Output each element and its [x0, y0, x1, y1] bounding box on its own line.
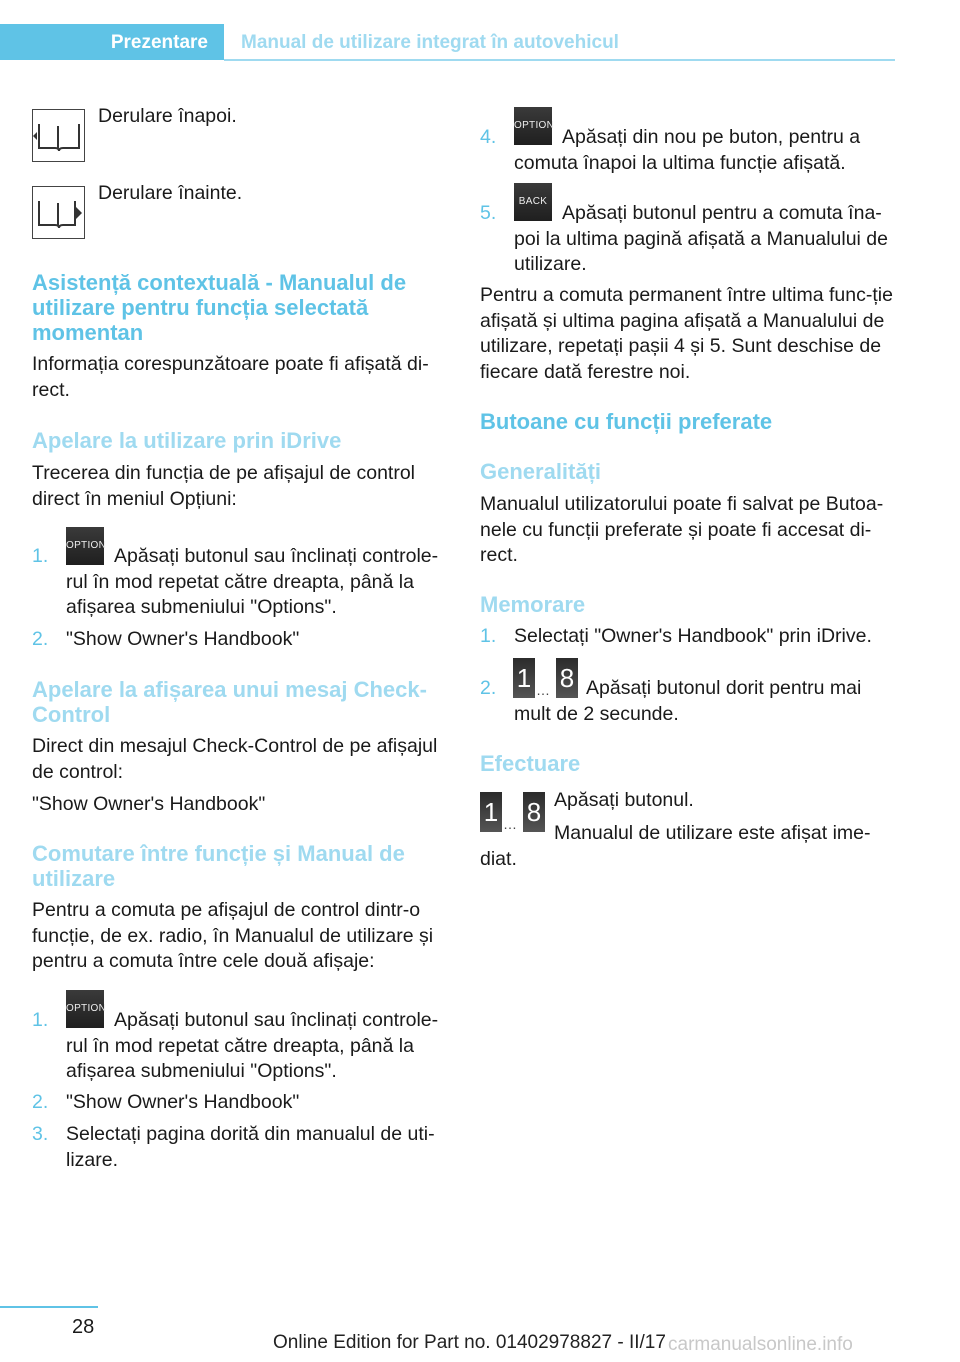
- book-scroll-back-icon: [32, 109, 85, 162]
- page-number: 28: [72, 1316, 95, 1338]
- option-button-image: OPTION: [66, 990, 104, 1028]
- step-text: Apăsați butonul pentru a comuta îna-poi la ultima pagină afișată a Manualului de utilizare.: [514, 202, 888, 275]
- favorite-key-8-image: 8: [556, 658, 578, 698]
- favorite-key-1-image: 1: [480, 792, 502, 832]
- heading-favorites: Butoane cu funcții preferate: [480, 409, 773, 434]
- section-tab: [0, 24, 224, 60]
- heading-check-control: Apelare la afișarea unui mesaj Check-Control: [32, 677, 427, 727]
- step-text: Apăsați butonul dorit pentru mai mult de 2 secunde.: [514, 677, 862, 725]
- page-header: [0, 24, 895, 62]
- scroll-back-text: Derulare înapoi.: [98, 105, 237, 127]
- heading-switch: Comutare între funcție și Manual de utilizare: [32, 841, 405, 891]
- step-text: Apăsați butonul sau înclinați controle-rul în mod repetat către dreapta, până la afișarea submeniului "Options".: [66, 545, 439, 618]
- scroll-forward-text: Derulare înainte.: [98, 182, 243, 204]
- toggle-text: Pentru a comuta permanent între ultima func-ție afișată și ultima pagina afișată a Manualului de utilizare, repetați pașii 4 și 5. Sunt deschise de fiecare dată ferestre noi.: [480, 284, 893, 383]
- book-scroll-forward-icon: [32, 186, 85, 239]
- step-number: 2.: [32, 1091, 49, 1113]
- switch-text: Pentru a comuta pe afișajul de control dintr-o funcție, de ex. radio, în Manualul de utilizare și pentru a comuta între cele două afișaje:: [32, 899, 434, 972]
- option-button-image: OPTION: [66, 527, 104, 565]
- step-number: 1.: [480, 625, 497, 647]
- step-text: Selectați "Owner's Handbook" prin iDrive.: [514, 625, 872, 647]
- idrive-text: Trecerea din funcția de pe afișajul de control direct în meniul Opțiuni:: [32, 462, 416, 510]
- header-rule: [224, 59, 895, 61]
- step-number: 1.: [32, 545, 49, 567]
- favorite-key-8-image: 8: [523, 792, 545, 832]
- exec-text-1: Apăsați butonul.: [554, 789, 694, 811]
- step-text: "Show Owner's Handbook": [66, 1091, 300, 1113]
- back-button-image: BACK: [514, 183, 552, 221]
- step-text: Apăsați din nou pe buton, pentru a comuta înapoi la ultima funcție afișată.: [514, 126, 861, 174]
- chapter-title: Manual de utilizare integrat în autovehicul: [241, 32, 619, 53]
- check-control-text-2: "Show Owner's Handbook": [32, 793, 266, 815]
- step-number: 2.: [32, 628, 49, 650]
- step-text: Selectați pagina dorită din manualul de uti-lizare.: [66, 1123, 435, 1171]
- step-number: 5.: [480, 202, 497, 224]
- watermark: carmanualsonline.info: [668, 1334, 853, 1355]
- exec-text-2: Manualul de utilizare este afișat ime-diat.: [480, 822, 871, 870]
- dots: …: [503, 816, 517, 832]
- step-text: "Show Owner's Handbook": [66, 628, 300, 650]
- dots: …: [536, 682, 550, 698]
- check-control-text: Direct din mesajul Check-Control de pe afișajul de control:: [32, 735, 438, 783]
- step-number: 1.: [32, 1009, 49, 1031]
- step-number: 2.: [480, 677, 497, 699]
- step-number: 4.: [480, 126, 497, 148]
- edition-text: Online Edition for Part no. 01402978827 - II/17: [273, 1332, 666, 1353]
- heading-memo: Memorare: [480, 592, 586, 617]
- step-number: 3.: [32, 1123, 49, 1145]
- section-label: Prezentare: [110, 32, 208, 53]
- step-text: Apăsați butonul sau înclinați controle-rul în mod repetat către dreapta, până la afișarea submeniului "Options".: [66, 1009, 439, 1082]
- context-help-text: Informația corespunzătoare poate fi afișată di-rect.: [32, 353, 429, 401]
- footer-rule: [0, 1306, 98, 1308]
- heading-idrive: Apelare la utilizare prin iDrive: [32, 428, 342, 453]
- option-button-image: OPTION: [514, 107, 552, 145]
- general-text: Manualul utilizatorului poate fi salvat pe Butoa-nele cu funcții preferate și poate fi accesat di-rect.: [480, 493, 884, 566]
- heading-general: Generalități: [480, 459, 602, 484]
- heading-context-help: Asistență contextuală - Manualul de utilizare pentru funcția selectată momentan: [32, 270, 407, 345]
- favorite-key-1-image: 1: [513, 658, 535, 698]
- heading-exec: Efectuare: [480, 751, 581, 776]
